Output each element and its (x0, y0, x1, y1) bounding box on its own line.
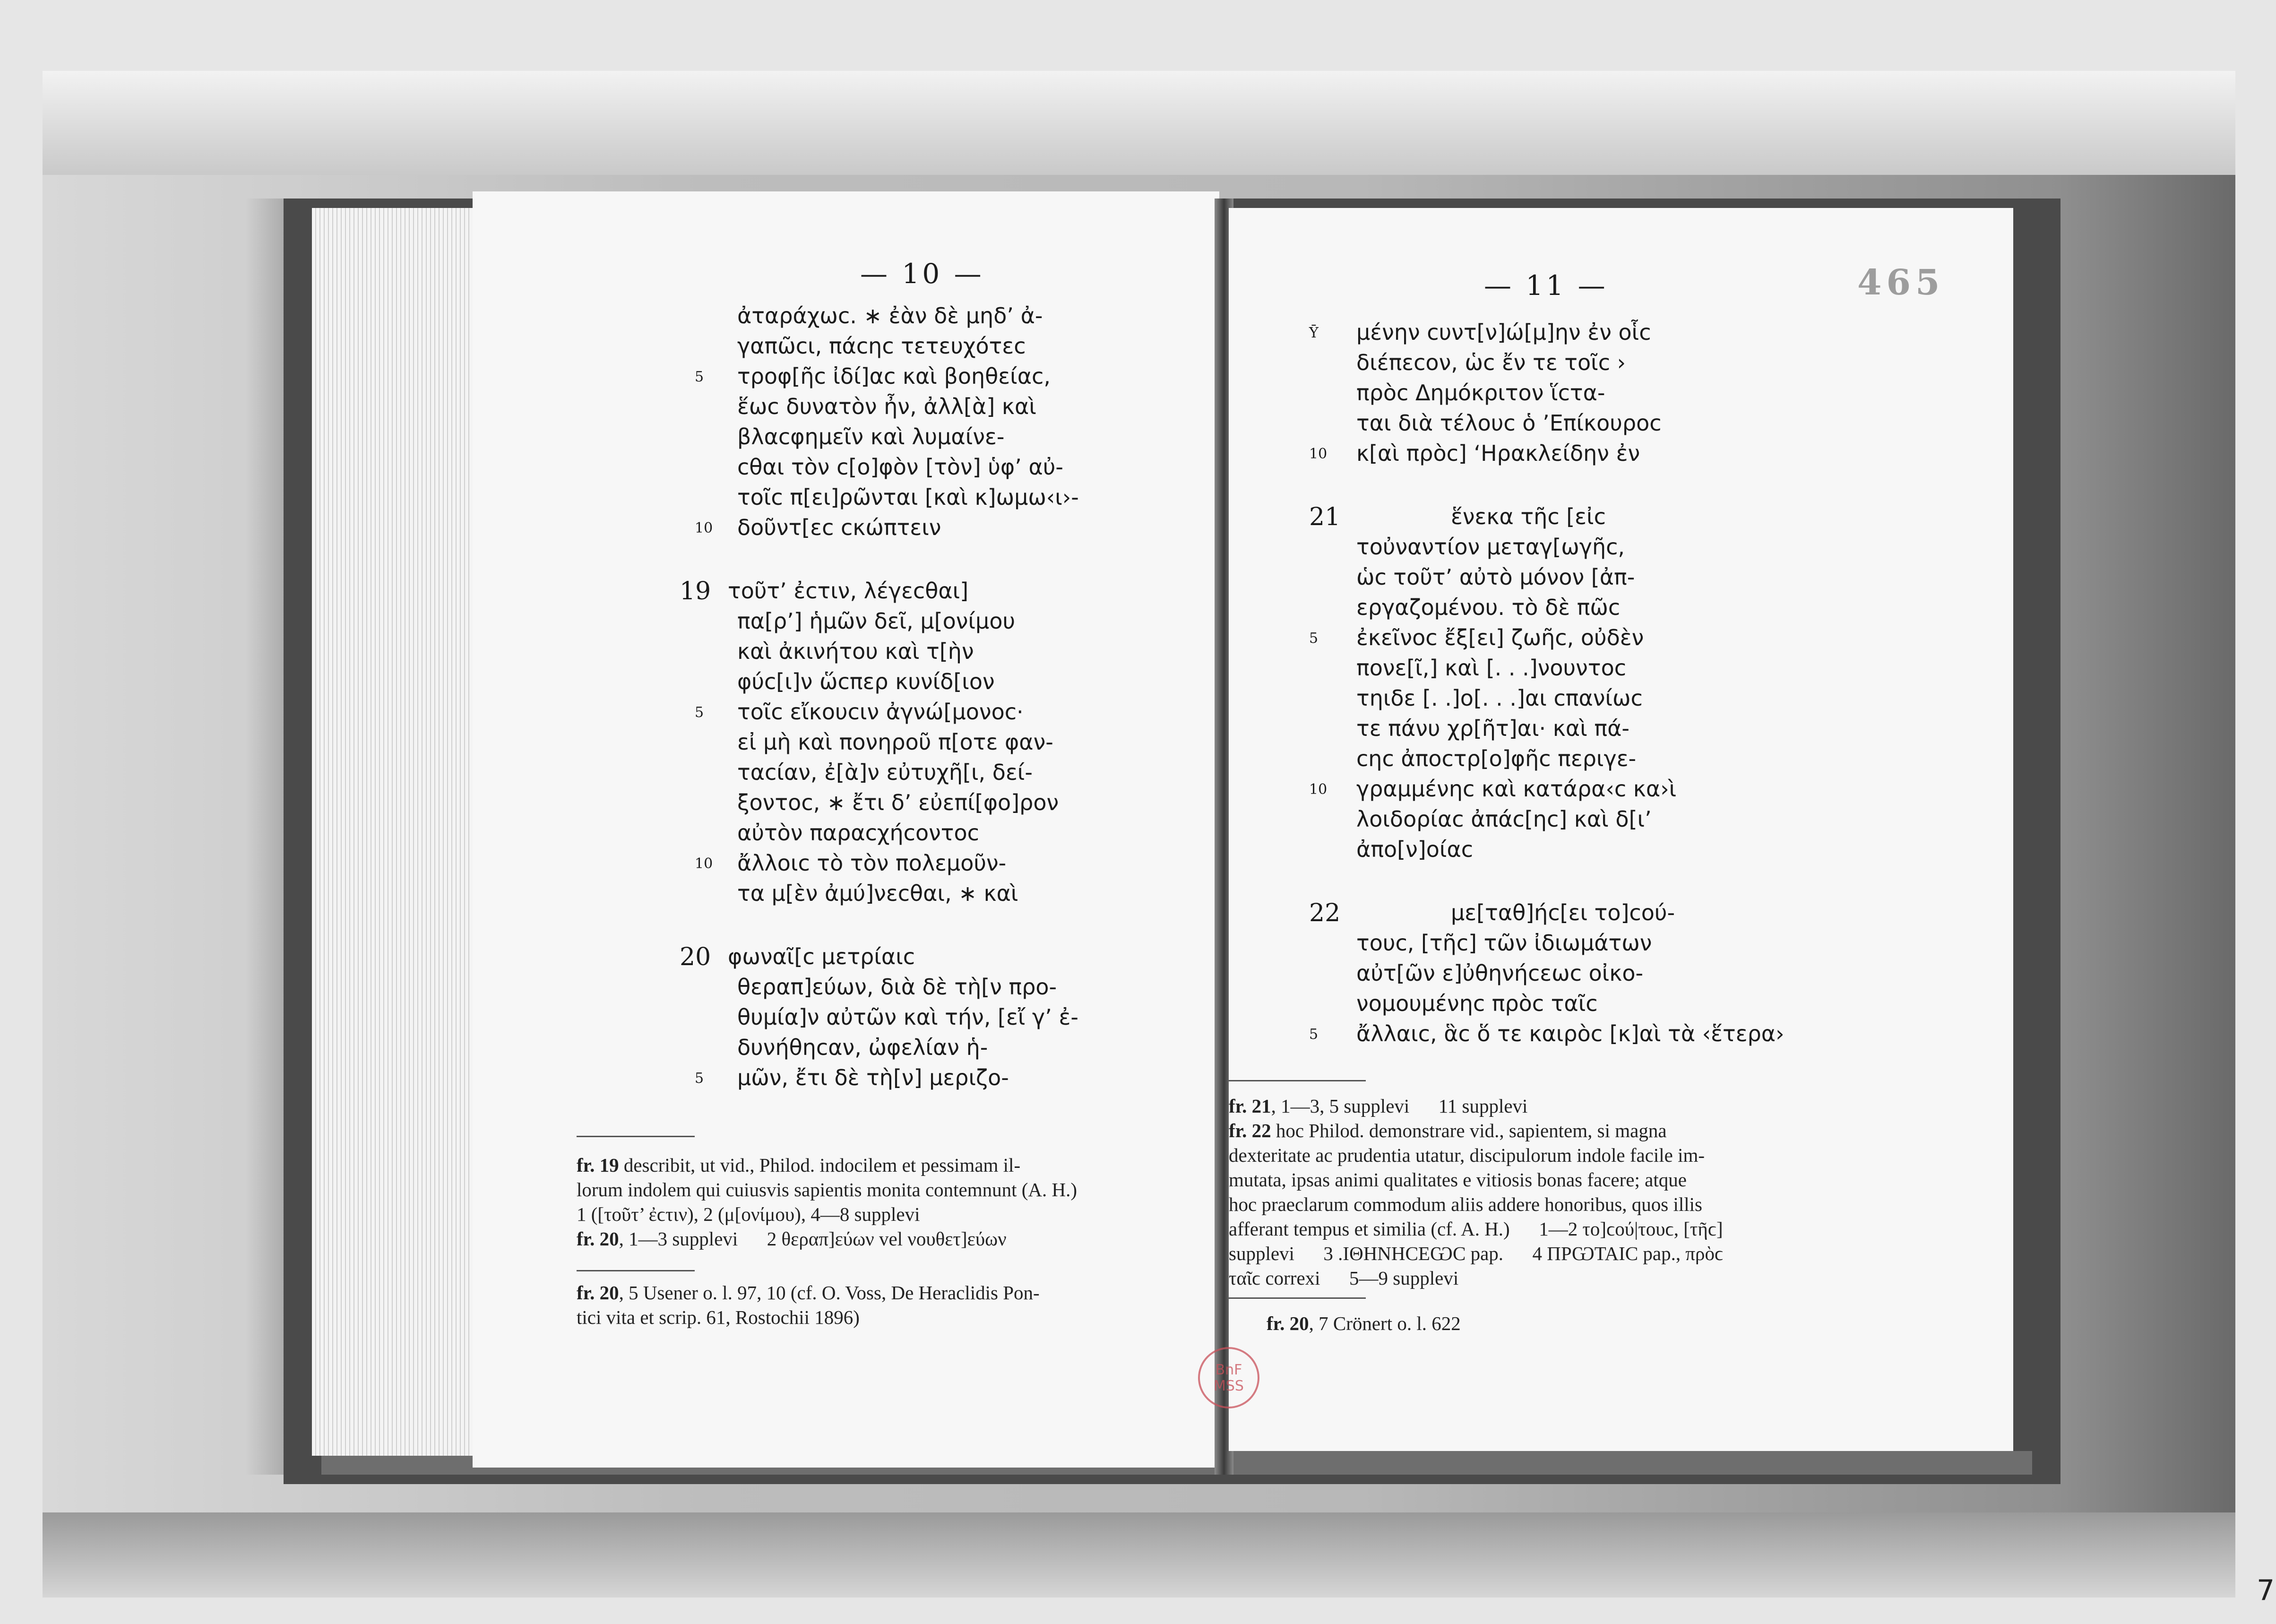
footnote-rule (1229, 1080, 1366, 1081)
text-line: εργαζομένου. τὸ δὲ πῶϲ (1356, 595, 1621, 620)
text-line: ἀταράχωϲ. ∗ ἐὰν δὲ μηδ’ ἀ- (737, 303, 1043, 328)
footnote-rule-2 (1229, 1297, 1366, 1299)
text-line: δοῦντ[εϲ ϲκώπτειν (737, 515, 941, 540)
text-line: μῶν, ἔτι δὲ τὴ[ν] μεριζο- (737, 1065, 1009, 1090)
footnote-rule (577, 1136, 695, 1137)
line-number: 10 (1309, 781, 1328, 798)
line-number: 5 (1309, 630, 1319, 647)
text-line: πονε[ῖ,] καὶ [. . .]νουντοϲ (1356, 655, 1627, 681)
text-line: γραμμένηϲ καὶ κατάρα‹ϲ κα›ὶ (1356, 776, 1677, 802)
footnote-line: hoc praeclarum commodum aliis addere honoribus, quos illis (1229, 1193, 1702, 1215)
text-line: τοῖϲ π[ει]ρῶνται [καὶ κ]ωμω‹ι›- (737, 484, 1079, 510)
text-line: βλαϲφημεῖν καὶ λυμαίνε- (737, 424, 1005, 449)
text-line: διέπεϲον, ὡϲ ἔν τε τοῖϲ › (1356, 350, 1626, 375)
text-line: ἀπο[ν]οίαϲ (1356, 837, 1474, 862)
photo-bottom-band (43, 1512, 2235, 1598)
line-number: 5 (695, 704, 704, 721)
page-number: — 10 — (860, 258, 984, 290)
line-number: 5 (695, 1070, 704, 1087)
right-page (1229, 208, 2013, 1451)
text-line: αὐτὸν παραϲχήϲοντοϲ (737, 820, 979, 846)
page-number: — 11 — (1484, 269, 1608, 302)
footnote-line: dexteritate ac prudentia utatur, discipulorum indole facile im- (1229, 1144, 1705, 1166)
text-line: φωναῖ[ϲ μετρίαιϲ (728, 944, 915, 969)
footnote-line: lorum indolem qui cuiusvis sapientis monita contemnunt (A. H.) (577, 1179, 1078, 1201)
text-line: αὐτ[ῶν ε]ὐθηνήϲεωϲ οἰκο- (1356, 960, 1644, 986)
archive-number: 465 (1857, 262, 1945, 303)
footnote-line: ταῖϲ correxi 5—9 supplevi (1229, 1267, 1459, 1289)
text-line: λοιδορίαϲ ἀπάϲ[ηϲ] καὶ δ[ι’ (1356, 806, 1652, 832)
text-line: ϲηϲ ἀποϲτρ[ο]φῆϲ περιγε- (1356, 746, 1637, 771)
text-line: με[ταθ]ήϲ[ει το]ϲού- (1451, 900, 1675, 925)
line-number: Ȳ (1309, 325, 1319, 341)
line-number: 10 (695, 855, 713, 872)
text-line: τοῦτ’ ἐϲτιν, λέγεϲθαι] (728, 578, 969, 604)
text-line: μένην ϲυντ[ν]ώ[μ]ην ἐν οἷϲ (1356, 320, 1651, 345)
text-line: θυμία]ν αὐτῶν καὶ τήν, [εἴ γ’ ἐ- (737, 1004, 1078, 1030)
text-line: φύϲ[ι]ν ὥϲπερ κυνίδ[ιον (737, 669, 995, 694)
footnote-line: fr. 20, 1—3 supplevi 2 θεραπ]εύων vel νουθετ]εύων (577, 1228, 1007, 1250)
footnote-rule-2 (577, 1270, 695, 1271)
footnote-line: fr. 19 describit, ut vid., Philod. indocilem et pessimam il- (577, 1154, 1021, 1176)
text-line: κ[αὶ πρὸϲ] ‘Ηρακλείδην ἐν (1356, 441, 1640, 466)
text-line: ϲθαι τὸν ϲ[ο]φὸν [τὸν] ὑφ’ αὐ- (737, 454, 1064, 480)
text-line: ἕωϲ δυνατὸν ἦν, ἀλλ[ὰ] καὶ (737, 394, 1036, 419)
footnote-line: fr. 21, 1—3, 5 supplevi 11 supplevi (1229, 1095, 1528, 1117)
fragment-number: 19 (680, 577, 711, 605)
text-line: τα μ[ὲν ἀμύ]νεϲθαι, ∗ καὶ (737, 881, 1018, 906)
text-line: ἐκεῖνοϲ ἔξ[ει] ζωῆϲ, οὐδὲν (1356, 625, 1644, 650)
text-line: ἕνεκα τῆϲ [εἰϲ (1451, 504, 1606, 529)
line-number: 10 (695, 520, 713, 536)
text-line: ταϲίαν, ἐ[ὰ]ν εὐτυχῆ[ι, δεί- (737, 760, 1033, 785)
left-page (473, 191, 1219, 1468)
text-line: τοὐναντίον μεταγ[ωγῆϲ, (1356, 534, 1625, 560)
text-line: δυνήθηϲαν, ὠφελίαν ἡ- (737, 1035, 988, 1060)
page-stack-edges (312, 208, 473, 1456)
footnote-line: fr. 22 hoc Philod. demonstrare vid., sapientem, si magna (1229, 1120, 1667, 1141)
stamp-line-2: MSS (1214, 1378, 1244, 1394)
footnote-line: supplevi 3 .ΙΘΗΝΗϹΕѠϹ pap. 4 ΠΡѠΤΑΙϹ pap., πρὸϲ (1229, 1243, 1724, 1264)
footnote-line: fr. 20, 5 Usener o. l. 97, 10 (cf. O. Voss, De Heraclidis Pon- (577, 1282, 1040, 1304)
text-line: εἰ μὴ καὶ πονηροῦ π[οτε φαν- (737, 729, 1053, 755)
text-line: πα[ρ’] ἡμῶν δεῖ, μ[ονίμου (737, 608, 1016, 634)
text-line: ἄλλαιϲ, ἃϲ ὅ τε καιρὸϲ [κ]αὶ τὰ ‹ἕτερα› (1356, 1021, 1785, 1046)
footnote-line: mutata, ipsas animi qualitates e vitiosis bonas facere; atque (1229, 1169, 1687, 1191)
corner-mark: 7 (2257, 1574, 2275, 1607)
library-stamp (1198, 1347, 1259, 1408)
fragment-number: 20 (680, 943, 711, 971)
text-line: ται διὰ τέλουϲ ὁ ’Επίκουροϲ (1356, 410, 1662, 436)
text-line: γαπῶϲι, πάϲηϲ τετευχότεϲ (737, 333, 1026, 359)
text-line: τε πάνυ χρ[ῆτ]αι· καὶ πά- (1356, 716, 1630, 741)
text-line: καὶ ἀκινήτου καὶ τ[ὴν (737, 639, 974, 664)
line-number: 10 (1309, 446, 1328, 462)
footnote-line: tici vita et scrip. 61, Rostochii 1896) (577, 1306, 860, 1328)
photo-top-band (43, 71, 2235, 175)
line-number: 5 (695, 369, 704, 385)
fragment-number: 22 (1309, 899, 1341, 927)
text-line: νομουμένηϲ πρὸϲ ταῖϲ (1356, 991, 1598, 1016)
footnote-line: 1 ([τοῦτ’ ἐϲτιν), 2 (μ[ονίμου), 4—8 supplevi (577, 1203, 920, 1225)
text-line: τηιδε [. .]ο[. . .]αι ϲπανίωϲ (1356, 685, 1643, 711)
text-line: τοῖϲ εἴκουϲιν ἀγνώ[μονοϲ· (737, 699, 1024, 725)
text-line: ἄλλοιϲ τὸ τὸν πολεμοῦν- (737, 850, 1007, 876)
footnote-line: fr. 20, 7 Crönert o. l. 622 (1267, 1313, 1461, 1334)
stamp-line-1: BnF (1215, 1362, 1242, 1378)
footnote-line: afferant tempus et similia (cf. A. H.) 1—2 το]ϲού|τουϲ, [τῆϲ] (1229, 1218, 1723, 1240)
text-line: τουϲ, [τῆϲ] τῶν ἰδιωμάτων (1356, 930, 1652, 956)
text-line: ὡϲ τοῦτ’ αὐτὸ μόνον [ἀπ- (1356, 564, 1635, 590)
text-line: ξοντοϲ, ∗ ἔτι δ’ εὐεπί[φο]ρον (737, 790, 1059, 815)
text-line: τροφ[ῆϲ ἰδί]αϲ καὶ βοηθείαϲ, (737, 363, 1051, 389)
text-line: θεραπ]εύων, διὰ δὲ τὴ[ν προ- (737, 974, 1057, 1000)
fragment-number: 21 (1309, 503, 1341, 531)
text-line: πρὸϲ Δημόκριτον ἵϲτα- (1356, 380, 1605, 406)
line-number: 5 (1309, 1026, 1319, 1043)
